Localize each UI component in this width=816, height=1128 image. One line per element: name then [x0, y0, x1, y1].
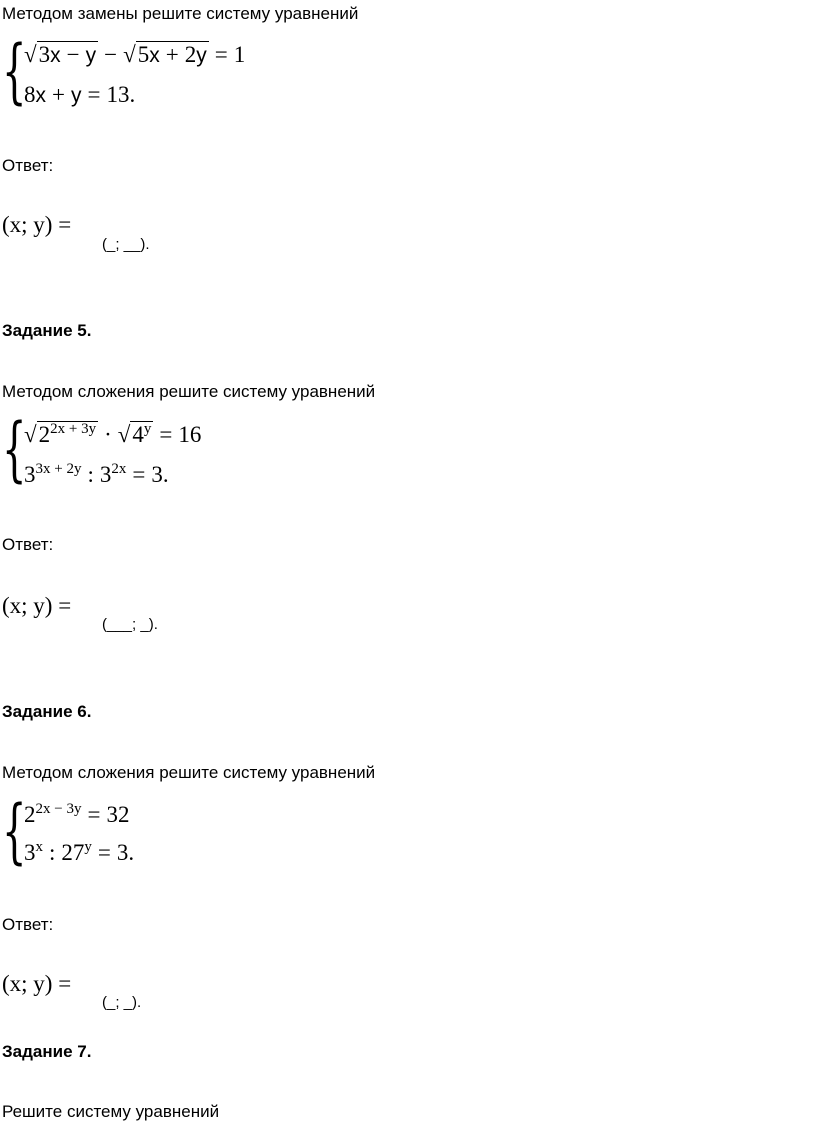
task4-answer-blank[interactable]: (_; __).	[102, 236, 150, 253]
task7-intro: Решите систему уравнений	[2, 1102, 220, 1121]
task5-equation-2: $3^{3x + 2y}$ : $3^{2x} = 3$.	[24, 461, 169, 487]
left-brace-icon: {	[2, 30, 27, 112]
sqrt-radical-icon: $√2^{2x + 3y}$	[24, 421, 97, 447]
sqrt-radical-icon: √4$^y$	[117, 421, 152, 447]
task5-heading: Задание 5.	[2, 321, 92, 340]
task4-system	[2, 30, 382, 116]
task4-intro: Методом замены решите систему уравнений	[2, 4, 359, 23]
task6-system	[2, 790, 262, 876]
task4-equation-2: 8x + y = 13.	[24, 82, 136, 107]
task4-answer-label: Ответ:	[2, 156, 54, 175]
task5-system	[2, 408, 302, 494]
task5-answer-lhs: (x; y) =	[2, 593, 72, 618]
left-brace-icon: {	[2, 790, 27, 872]
task6-answer-label: Ответ:	[2, 915, 54, 934]
task4-answer-lhs: (x; y) =	[2, 212, 72, 237]
task7-heading: Задание 7.	[2, 1042, 92, 1061]
task5-intro: Методом сложения решите систему уравнений	[2, 382, 376, 401]
task6-equation-1: $2^{2x - 3y} = 32$	[24, 801, 130, 827]
left-brace-icon: {	[2, 408, 27, 490]
task6-heading: Задание 6.	[2, 702, 92, 721]
task4-equation-1: √3x − y − √5x + 2y = 1	[24, 42, 246, 67]
task6-intro: Методом сложения решите систему уравнений	[2, 763, 376, 782]
task5-answer-blank[interactable]: (___; _).	[102, 616, 158, 633]
task5-equation-1: $√2^{2x + 3y} \cdot √4^y = 16$	[24, 421, 202, 447]
task6-answer-lhs: (x; y) =	[2, 971, 72, 996]
sqrt-radical-icon: √3x − y	[24, 42, 97, 67]
task5-answer-label: Ответ:	[2, 535, 54, 554]
task6-equation-2: 3$^x$ : $27^y = 3$.	[24, 839, 135, 865]
sqrt-radical-icon: √5x + 2y	[123, 42, 207, 67]
task6-answer-blank[interactable]: (_; _).	[102, 994, 142, 1011]
